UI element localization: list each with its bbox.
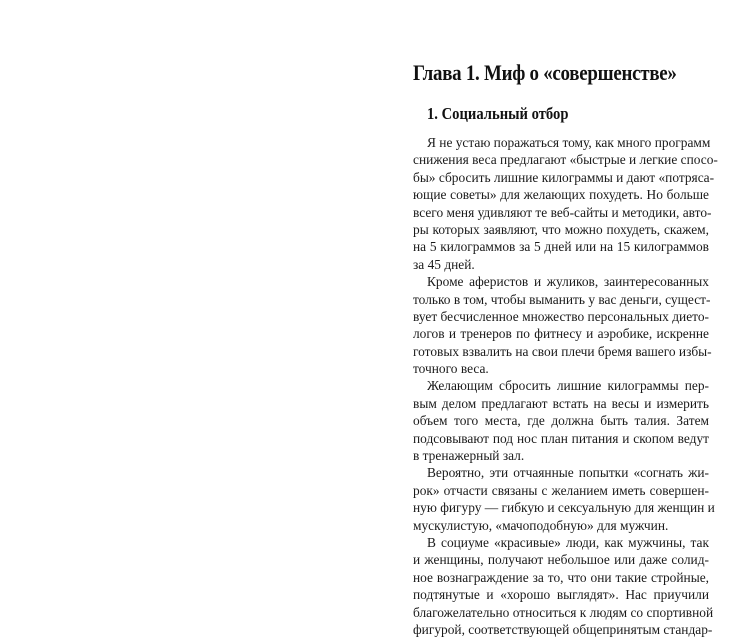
text-line: Кроме аферистов и жуликов, заинтересованных	[427, 274, 709, 290]
chapter-title: Глава 1. Миф о «совершенстве»	[413, 60, 677, 85]
paragraph-3	[413, 377, 709, 464]
text-line: и женщины, получают небольшое или даже солид-	[413, 552, 709, 568]
text-line: готовых взвалить на свои плечи бремя вашего избы-	[413, 343, 712, 359]
text-line: логов и тренеров по фитнесу и аэробике, искренне	[413, 326, 709, 342]
text-line: вым делом предлагают встать на весы и измерить	[413, 395, 709, 411]
text-line: ную фигуру — гибкую и сексуальную для женщин и	[413, 500, 715, 516]
text-line: рок» отчасти связаны с желанием иметь совершен-	[413, 482, 709, 498]
text-line: подтянутые и «хорошо выглядят». Нас приучили	[413, 587, 709, 603]
right-page	[375, 0, 750, 637]
text-line: В социуме «красивые» люди, как мужчины, так	[427, 534, 709, 550]
text-line: в тренажерный зал.	[413, 448, 525, 464]
text-line: Желающим сбросить лишние килограммы пер-	[427, 378, 709, 394]
text-line: Я не устаю поражаться тому, как много программ	[427, 135, 711, 150]
text-line: всего меня удивляют те веб-сайты и методики, авто-	[413, 204, 712, 220]
text-line: на 5 килограммов за 5 дней или на 15 килограммов	[413, 239, 709, 255]
text-line: подсовывают под нос план питания и скопом ведут	[413, 430, 709, 446]
text-line: бы» сбросить лишние килограммы и дают «потрясa-	[413, 169, 715, 185]
text-line: ры которых заявляют, что можно похудеть, скажем,	[413, 221, 709, 237]
text-line: фигурой, соответствующей общепринятым стандар-	[413, 621, 713, 637]
text-line: объем того места, где должна быть талия. Затем	[413, 413, 709, 429]
text-line: вует бесчисленное множество персональных дието-	[413, 308, 709, 324]
paragraph-4	[413, 464, 715, 534]
left-page-blank	[0, 0, 375, 595]
paragraph-2	[413, 273, 712, 377]
text-line: только в том, чтобы выманить у вас деньги, сущест-	[413, 291, 711, 307]
body-text	[413, 134, 718, 638]
paragraph-1	[413, 134, 718, 273]
text-line: благожелательно относиться к людям со спортивной	[413, 604, 714, 620]
text-line: Вероятно, эти отчаянные попытки «согнать жи-	[427, 465, 709, 481]
section-title: 1. Социальный отбор	[427, 104, 569, 123]
text-line: ющие советы» для желающих похудеть. Но больше	[413, 187, 709, 203]
text-line: снижения веса предлагают «быстрые и легкие спосо-	[413, 152, 718, 168]
text-line: точного веса.	[413, 361, 489, 377]
text-line: мускулистую, «мачоподобную» для мужчин.	[413, 517, 669, 533]
text-line: ное вознаграждение за то, что они такие стройные,	[413, 569, 709, 585]
paragraph-5	[413, 534, 714, 638]
text-line: за 45 дней.	[413, 256, 475, 272]
